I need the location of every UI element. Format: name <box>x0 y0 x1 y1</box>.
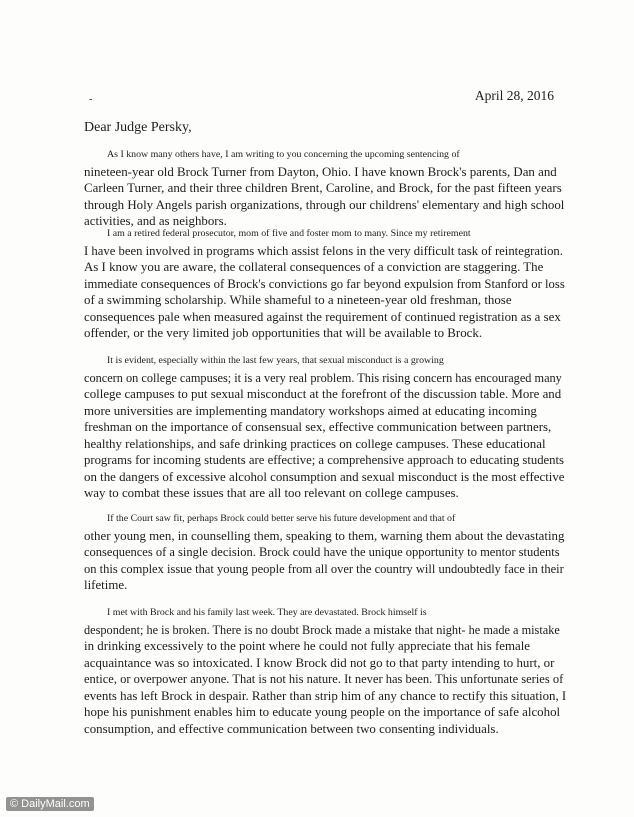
paragraph-line: college campuses to put sexual misconduct at the forefront of the discussion table. More and <box>84 387 562 401</box>
paragraph-line: programs for incoming students are effective; a comprehensive approach to educating students <box>84 453 564 467</box>
paragraph-line: on the dangers of excessive alcohol consumption and sexual misconduct is the most effective <box>84 469 565 484</box>
paragraph-3 <box>84 353 566 502</box>
paragraph-2 <box>84 226 566 342</box>
paragraph-line: concern on college campuses; it is a very real problem. This rising concern has encouraged many <box>84 370 562 385</box>
paragraph-line: on this complex issue that young people from all over the country will undoubtedly face in their <box>84 561 564 576</box>
paragraph-line: events has left Brock in despair. Rather than strip him of any chance to rectify this situation, I <box>84 688 567 703</box>
paragraph-line: acquaintance was so intoxicated. I know Brock did not go to that party intending to hurt, or <box>84 655 555 670</box>
salutation: Dear Judge Persky, <box>84 120 192 135</box>
paragraph-line: If the Court saw fit, perhaps Brock could better serve his future development and that of <box>107 513 456 524</box>
paragraph-line: of a swimming scholarship. While shameful to a nineteen-year old freshman, those <box>84 293 512 307</box>
letter-date: April 28, 2016 <box>474 88 554 103</box>
paragraph-line: consequences of a single decision. Brock could have the unique opportunity to mentor students <box>84 545 560 559</box>
paragraph-line: consumption, and effective communication between two consenting individuals. <box>84 721 499 736</box>
paragraph-line: hope his punishment enables him to educate young people on the importance of safe alcohol <box>84 705 561 719</box>
paragraph-line: I am a retired federal prosecutor, mom of five and foster mom to many. Since my retirement <box>107 228 471 239</box>
paragraph-line: activities, and as neighbors. <box>84 214 227 228</box>
paragraph-line: consequences pale when measured against the requirement of continued registration as a sex <box>84 309 561 324</box>
paragraph-line: other young men, in counselling them, speaking to them, warning them about the devastating <box>84 528 565 543</box>
paragraph-line: freshman on the importance of consensual sex, effective communication between partners, <box>84 420 552 434</box>
paragraph-line: lifetime. <box>84 578 128 592</box>
paragraph-line: through Holy Angels parish organizations, through our childrens' elementary and high school <box>84 197 565 212</box>
paragraph-5 <box>84 605 566 737</box>
paragraph-line: despondent; he is broken. There is no doubt Brock made a mistake that night- he made a mistake <box>84 622 560 637</box>
paragraph-1 <box>84 147 566 230</box>
paragraph-line: immediate consequences of Brock's convictions go far beyond expulsion from Stanford or loss <box>84 276 565 291</box>
paragraph-line: in drinking excessively to the point where he could not fully appreciate that his female <box>84 639 531 653</box>
paragraph-line: nineteen-year old Brock Turner from Dayton, Ohio. I have known Brock's parents, Dan and <box>84 164 557 179</box>
paragraph-line: I have been involved in programs which assist felons in the very difficult task of reintegration. <box>84 243 563 258</box>
stray-mark: - <box>89 94 93 105</box>
paragraph-line: more universities are implementing mandatory workshops aimed at educating incoming <box>84 403 537 418</box>
paragraph-line: I met with Brock and his family last week. They are devastated. Brock himself is <box>107 607 427 618</box>
paragraph-line: As I know you are aware, the collateral consequences of a conviction are staggering. The <box>84 260 544 274</box>
paragraph-line: way to combat these issues that are all too relevant on college campuses. <box>84 486 459 500</box>
paragraph-4 <box>84 511 566 594</box>
paragraph-line: offender, or the very limited job opportunities that will be available to Brock. <box>84 326 483 340</box>
paragraph-line: It is evident, especially within the last few years, that sexual misconduct is a growing <box>107 355 444 366</box>
paragraph-line: Carleen Turner, and their three children Brent, Caroline, and Brock, for the past fifteen years <box>84 181 562 195</box>
paragraph-line: As I know many others have, I am writing to you concerning the upcoming sentencing of <box>107 149 460 160</box>
dailymail-watermark: © DailyMail.com <box>6 797 94 811</box>
paragraph-line: healthy relationships, and safe drinking practices on college campuses. These educational <box>84 436 546 451</box>
paragraph-line: entice, or overpower anyone. That is not his nature. It never has been. This unfortunate series of <box>84 672 564 686</box>
